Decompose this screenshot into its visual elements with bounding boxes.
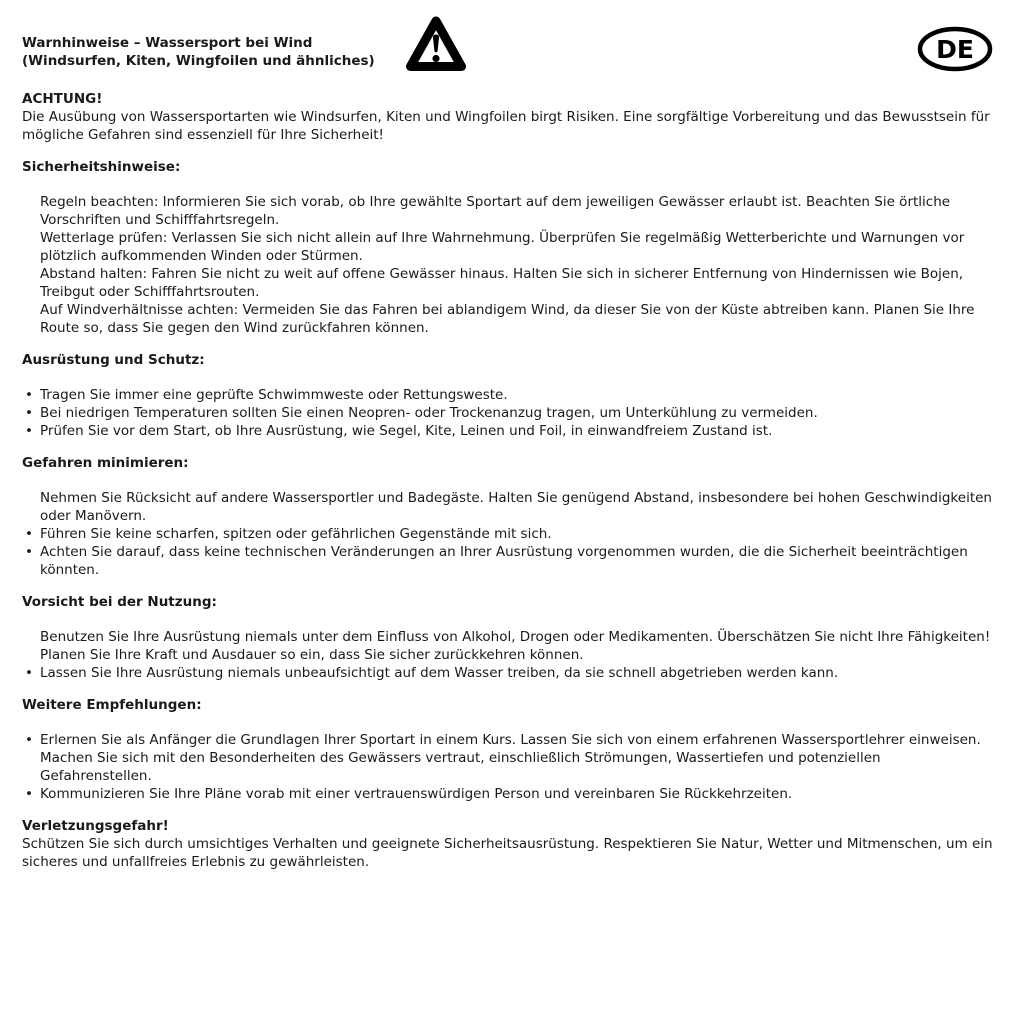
section-sicherheitshinweise <box>22 158 995 337</box>
list-item: • Führen Sie keine scharfen, spitzen oder gefährlichen Gegenstände mit sich. <box>22 525 995 543</box>
document-title <box>22 34 442 70</box>
list-item: Regeln beachten: Informieren Sie sich vorab, ob Ihre gewählte Sportart auf dem jeweiligen Gewässer erlaubt ist. Beachten Sie örtliche Vorschriften und Schifffahrtsregeln. <box>40 194 951 228</box>
list-item: Machen Sie sich mit den Besonderheiten des Gewässers vertraut, einschließlich Strömungen, Wassertiefen und potenziellen Gefahrenstellen. <box>40 750 881 784</box>
list-item: • Tragen Sie immer eine geprüfte Schwimmweste oder Rettungsweste. <box>22 386 995 404</box>
section-heading-achtung: ACHTUNG! <box>22 91 103 107</box>
list-item: • Prüfen Sie vor dem Start, ob Ihre Ausrüstung, wie Segel, Kite, Leinen und Foil, in einwandfreiem Zustand ist. <box>22 422 995 440</box>
caution-list <box>22 628 995 682</box>
language-badge <box>917 26 993 72</box>
list-item: • Achten Sie darauf, dass keine technischen Veränderungen an Ihrer Ausrüstung vorgenommen wurden, die die Sicherheit beeinträchtigen könnten. <box>22 543 995 579</box>
language-badge-label: DE <box>936 35 974 64</box>
section-vorsicht <box>22 593 995 682</box>
section-heading-sicherheitshinweise: Sicherheitshinweise: <box>22 159 181 175</box>
section-verletzungsgefahr <box>22 817 995 871</box>
equipment-list <box>22 386 995 440</box>
title-line-1: Warnhinweise – Wassersport bei Wind <box>22 35 313 51</box>
list-item: • Kommunizieren Sie Ihre Pläne vorab mit einer vertrauenswürdigen Person und vereinbaren Sie Rückkehrzeiten. <box>22 785 995 803</box>
section-heading-vorsicht: Vorsicht bei der Nutzung: <box>22 594 217 610</box>
section-heading-gefahren: Gefahren minimieren: <box>22 455 189 471</box>
section-gefahren <box>22 454 995 579</box>
list-item: Wetterlage prüfen: Verlassen Sie sich nicht allein auf Ihre Wahrnehmung. Überprüfen Sie regelmäßig Wetterberichte und Warnungen vor plötzlich aufkommenden Winden oder Stürmen. <box>40 230 965 264</box>
warning-triangle-icon <box>405 15 467 75</box>
list-item: Auf Windverhältnisse achten: Vermeiden Sie das Fahren bei ablandigem Wind, da dieser Sie von der Küste abtreiben kann. Planen Sie Ihre Route so, dass Sie gegen den Wind zurückfahren können. <box>40 302 975 336</box>
list-item: Abstand halten: Fahren Sie nicht zu weit auf offene Gewässer hinaus. Halten Sie sich in sicherer Entfernung von Hindernissen wie Bojen, Treibgut oder Schifffahrtsrouten. <box>40 266 964 300</box>
section-heading-verletzungsgefahr: Verletzungsgefahr! <box>22 818 169 834</box>
section-heading-empfehlungen: Weitere Empfehlungen: <box>22 697 202 713</box>
section-empfehlungen <box>22 696 995 803</box>
section-heading-ausruestung: Ausrüstung und Schutz: <box>22 352 205 368</box>
recommendations-list <box>22 731 995 803</box>
list-item: Benutzen Sie Ihre Ausrüstung niemals unter dem Einfluss von Alkohol, Drogen oder Medikamenten. Überschätzen Sie nicht Ihre Fähigkeiten! Planen Sie Ihre Kraft und Ausdauer so ein, dass Sie sicher zurückkehren können. <box>40 629 991 663</box>
list-item: • Lassen Sie Ihre Ausrüstung niemals unbeaufsichtigt auf dem Wasser treiben, da sie schnell abgetrieben werden kann. <box>22 664 995 682</box>
section-ausruestung <box>22 351 995 440</box>
section-body-achtung: Die Ausübung von Wassersportarten wie Windsurfen, Kiten und Wingfoilen birgt Risiken. Eine sorgfältige Vorbereitung und das Bewusstsein für mögliche Gefahren sind essenziell für Ihre Sicherheit! <box>22 109 990 143</box>
document-header <box>22 34 995 70</box>
section-achtung <box>22 90 995 144</box>
safety-list <box>22 193 995 337</box>
list-item: • Erlernen Sie als Anfänger die Grundlagen Ihrer Sportart in einem Kurs. Lassen Sie sich von einem erfahrenen Wassersportlehrer einweisen. <box>22 731 995 749</box>
list-item: Nehmen Sie Rücksicht auf andere Wassersportler und Badegäste. Halten Sie genügend Abstand, insbesondere bei hohen Geschwindigkeiten oder Manövern. <box>40 490 992 524</box>
section-body-verletzungsgefahr: Schützen Sie sich durch umsichtiges Verhalten und geeignete Sicherheitsausrüstung. Respektieren Sie Natur, Wetter und Mitmenschen, um ein sicheres und unfallfreies Erlebnis zu gewährleisten. <box>22 836 993 870</box>
title-line-2: (Windsurfen, Kiten, Wingfoilen und ähnliches) <box>22 53 375 69</box>
hazard-list <box>22 489 995 579</box>
list-item: • Bei niedrigen Temperaturen sollten Sie einen Neopren- oder Trockenanzug tragen, um Unterkühlung zu vermeiden. <box>22 404 995 422</box>
